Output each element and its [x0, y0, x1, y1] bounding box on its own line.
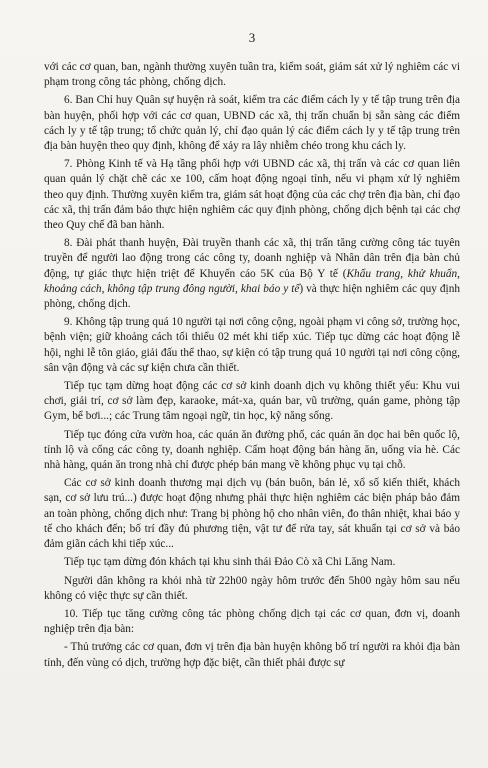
paragraph-item-8 [44, 236, 460, 312]
paragraph-item-8-text: 8. Đài phát thanh huyện, Đài truyền thanh các xã, thị trấn tăng cường công tác tuyên truyền để người lao động trong các công ty, doanh nghiệp và Nhân dân trên địa bàn chủ động, tự giác thực hiện triệt để Khuyến cáo 5K của Bộ Y tế ( [44, 237, 460, 280]
paragraph-services-suspend: Tiếp tục tạm dừng hoạt động các cơ sở kinh doanh dịch vụ không thiết yếu: Khu vui chơi, giải trí, cơ sở làm đẹp, karaoke, mát-xa, quán bar, vũ trường, quán game, phòng tập Gym, bể bơi...; các Trung tâm ngoại ngữ, tin học, kỹ năng sống. [44, 380, 460, 423]
page-number: 3 [248, 30, 256, 45]
paragraph-item-7: 7. Phòng Kinh tế và Hạ tầng phối hợp với UBND các xã, thị trấn và các cơ quan liên quan quản lý chặt chẽ các xe 100, cấm hoạt động ngoại tỉnh, nếu vi phạm xử lý nghiêm theo quy định. Thường xuyên kiểm tra, giám sát hoạt động của các chợ trên địa bàn, chỉ đạo các xã, thị trấn đảm bảo thực hiện nghiêm các quy định phòng, chống dịch bệnh tại các chợ theo Quy chế đã ban hành. [44, 158, 460, 232]
paragraph-bullet-heads: - Thủ trưởng các cơ quan, đơn vị trên địa bàn huyện không bố trí người ra khỏi địa bàn tỉnh, đến vùng có dịch, trường hợp đặc biệt, cần thiết phải được sự [44, 641, 460, 669]
paragraph-item-8-tail: ) và thực hiện nghiêm các quy định phòng, chống dịch. [44, 282, 460, 311]
paragraph-continuation: với các cơ quan, ban, ngành thường xuyên tuần tra, kiểm soát, giám sát xử lý nghiêm các vi phạm trong công tác phòng, chống dịch. [44, 61, 460, 89]
paragraph-item-8-italic: Khẩu trang, khử khuẩn, khoảng cách, không tập trung đông người, khai báo y tế [44, 267, 461, 295]
paragraph-item-10: 10. Tiếp tục tăng cường công tác phòng chống dịch tại các cơ quan, đơn vị, doanh nghiệp trên địa bàn: [44, 607, 460, 636]
paragraph-curfew: Người dân không ra khỏi nhà từ 22h00 ngày hôm trước đến 5h00 ngày hôm sau nếu không có việc thực sự cần thiết. [44, 574, 460, 602]
paragraph-close-gardens: Tiếp tục đóng cửa vườn hoa, các quán ăn đường phố, các quán ăn dọc hai bên quốc lộ, tỉnh lộ và cổng các công ty, doanh nghiệp. Cấm hoạt động bán hàng ăn, uống vỉa hè. Các nhà hàng, quán ăn trong nhà chỉ được phép bán mang về không phục vụ tại chỗ. [44, 428, 460, 472]
paragraph-item-9: 9. Không tập trung quá 10 người tại nơi công cộng, ngoài phạm vi công sở, trường học, bệnh viện; giữ khoảng cách tối thiểu 02 mét khi tiếp xúc. Tiếp tục dừng các hoạt động lễ hội, nghi lễ tôn giáo, giải đấu thể thao, sự kiện có tập trung quá 10 người tại nơi công cộng, sân vận động và các sự kiện chưa cần thiết. [44, 316, 460, 374]
paragraph-commerce: Các cơ sở kinh doanh thương mại dịch vụ (bán buôn, bán lẻ, xổ số kiến thiết, khách sạn, cơ sở lưu trú...) được hoạt động nhưng phải thực hiện nghiêm các biện pháp bảo đảm an toàn phòng, chống dịch như: Trang bị phòng hộ cho nhân viên, đo thân nhiệt, khai báo y tế cho khách đến; bố trí đầy đủ phương tiện, vật tư để rửa tay, sát khuẩn tại cơ sở và bảo đảm giãn cách khi tiếp xúc... [44, 477, 460, 551]
paragraph-eco-site: Tiếp tục tạm dừng đón khách tại khu sinh thái Đảo Cò xã Chi Lăng Nam. [64, 556, 396, 569]
paragraph-item-6: 6. Ban Chỉ huy Quân sự huyện rà soát, kiểm tra các điểm cách ly y tế tập trung trên địa bàn huyện, phối hợp với các cơ quan, UBND các xã, thị trấn chuẩn bị sẵn sàng các điểm cách ly y tế tập trung; tổ chức quản lý, chỉ đạo quản lý các điểm cách ly y tế tập trung trên địa bàn huyện theo quy định, không để xảy ra lây nhiễm chéo trong khu cách ly. [44, 94, 460, 153]
